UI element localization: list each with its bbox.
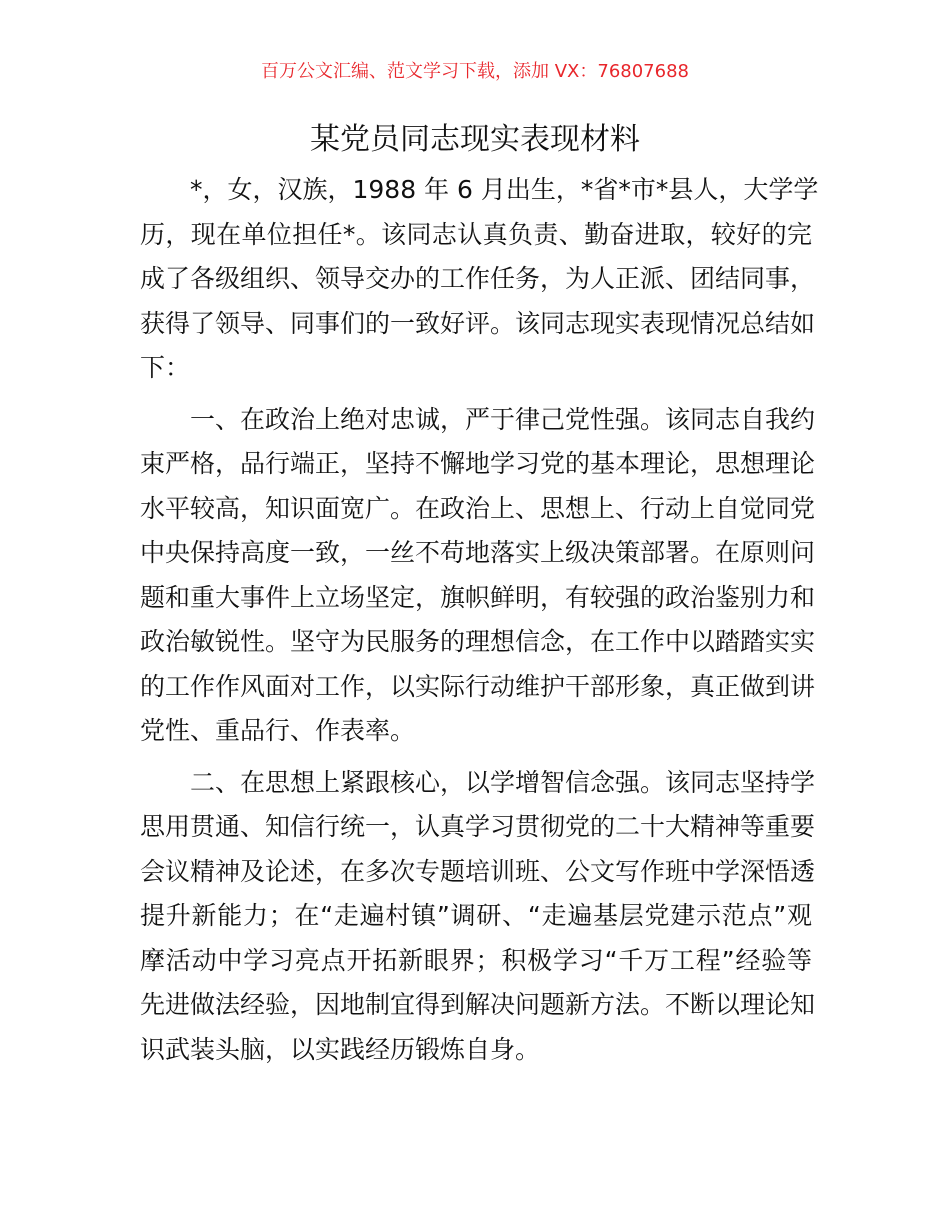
paragraph-line: 党性、重品行、作表率。 (140, 716, 416, 745)
document-body (140, 168, 819, 1079)
paragraph (140, 398, 816, 754)
paragraph-line: 提升新能力；在“走遍村镇”调研、“走遍基层党建示范点”观 (140, 901, 812, 930)
paragraph-line: 一、在政治上绝对忠诚，严于律己党性强。该同志自我约 (190, 404, 816, 434)
paragraph-line: 思用贯通、知信行统一，认真学习贯彻党的二十大精神等重要 (140, 812, 816, 841)
watermark-header: 百万公文汇编、范文学习下载，添加 VX：76807688 (261, 61, 689, 82)
paragraph-line: 下： (140, 353, 191, 382)
paragraph (140, 168, 819, 391)
paragraph-line: 摩活动中学习亮点开拓新眼界；积极学习“千万工程”经验等 (140, 945, 812, 975)
paragraph-line: 会议精神及论述，在多次专题培训班、公文写作班中学深悟透 (140, 856, 816, 886)
paragraph-line: 历，现在单位担任*。该同志认真负责、勤奋进取，较好的完 (140, 219, 812, 249)
paragraph-line: 获得了领导、同事们的一致好评。该同志现实表现情况总结如 (140, 308, 816, 338)
paragraph-line: 题和重大事件上立场坚定，旗帜鲜明，有较强的政治鉴别力和 (140, 582, 816, 612)
paragraph-line: 束严格，品行端正，坚持不懈地学习党的基本理论，思想理论 (140, 449, 816, 478)
paragraph-line: 的工作作风面对工作，以实际行动维护干部形象，真正做到讲 (140, 671, 816, 701)
paragraph-line: 先进做法经验，因地制宜得到解决问题新方法。不断以理论知 (140, 990, 816, 1019)
paragraph-line: *，女，汉族，1988 年 6 月出生，*省*市*县人，大学学 (190, 175, 819, 204)
document-title: 某党员同志现实表现材料 (310, 122, 640, 157)
paragraph-line: 识武装头脑，以实践经历锻炼自身。 (140, 1034, 541, 1064)
paragraph (140, 761, 816, 1073)
paragraph-line: 中央保持高度一致，一丝不苟地落实上级决策部署。在原则问 (140, 538, 816, 567)
paragraph-line: 政治敏锐性。坚守为民服务的理想信念，在工作中以踏踏实实 (140, 627, 816, 656)
paragraph-line: 水平较高，知识面宽广。在政治上、思想上、行动上自觉同党 (140, 493, 816, 523)
paragraph-line: 成了各级组织、领导交办的工作任务，为人正派、团结同事， (140, 264, 816, 293)
paragraph-line: 二、在思想上紧跟核心，以学增智信念强。该同志坚持学 (190, 767, 816, 797)
